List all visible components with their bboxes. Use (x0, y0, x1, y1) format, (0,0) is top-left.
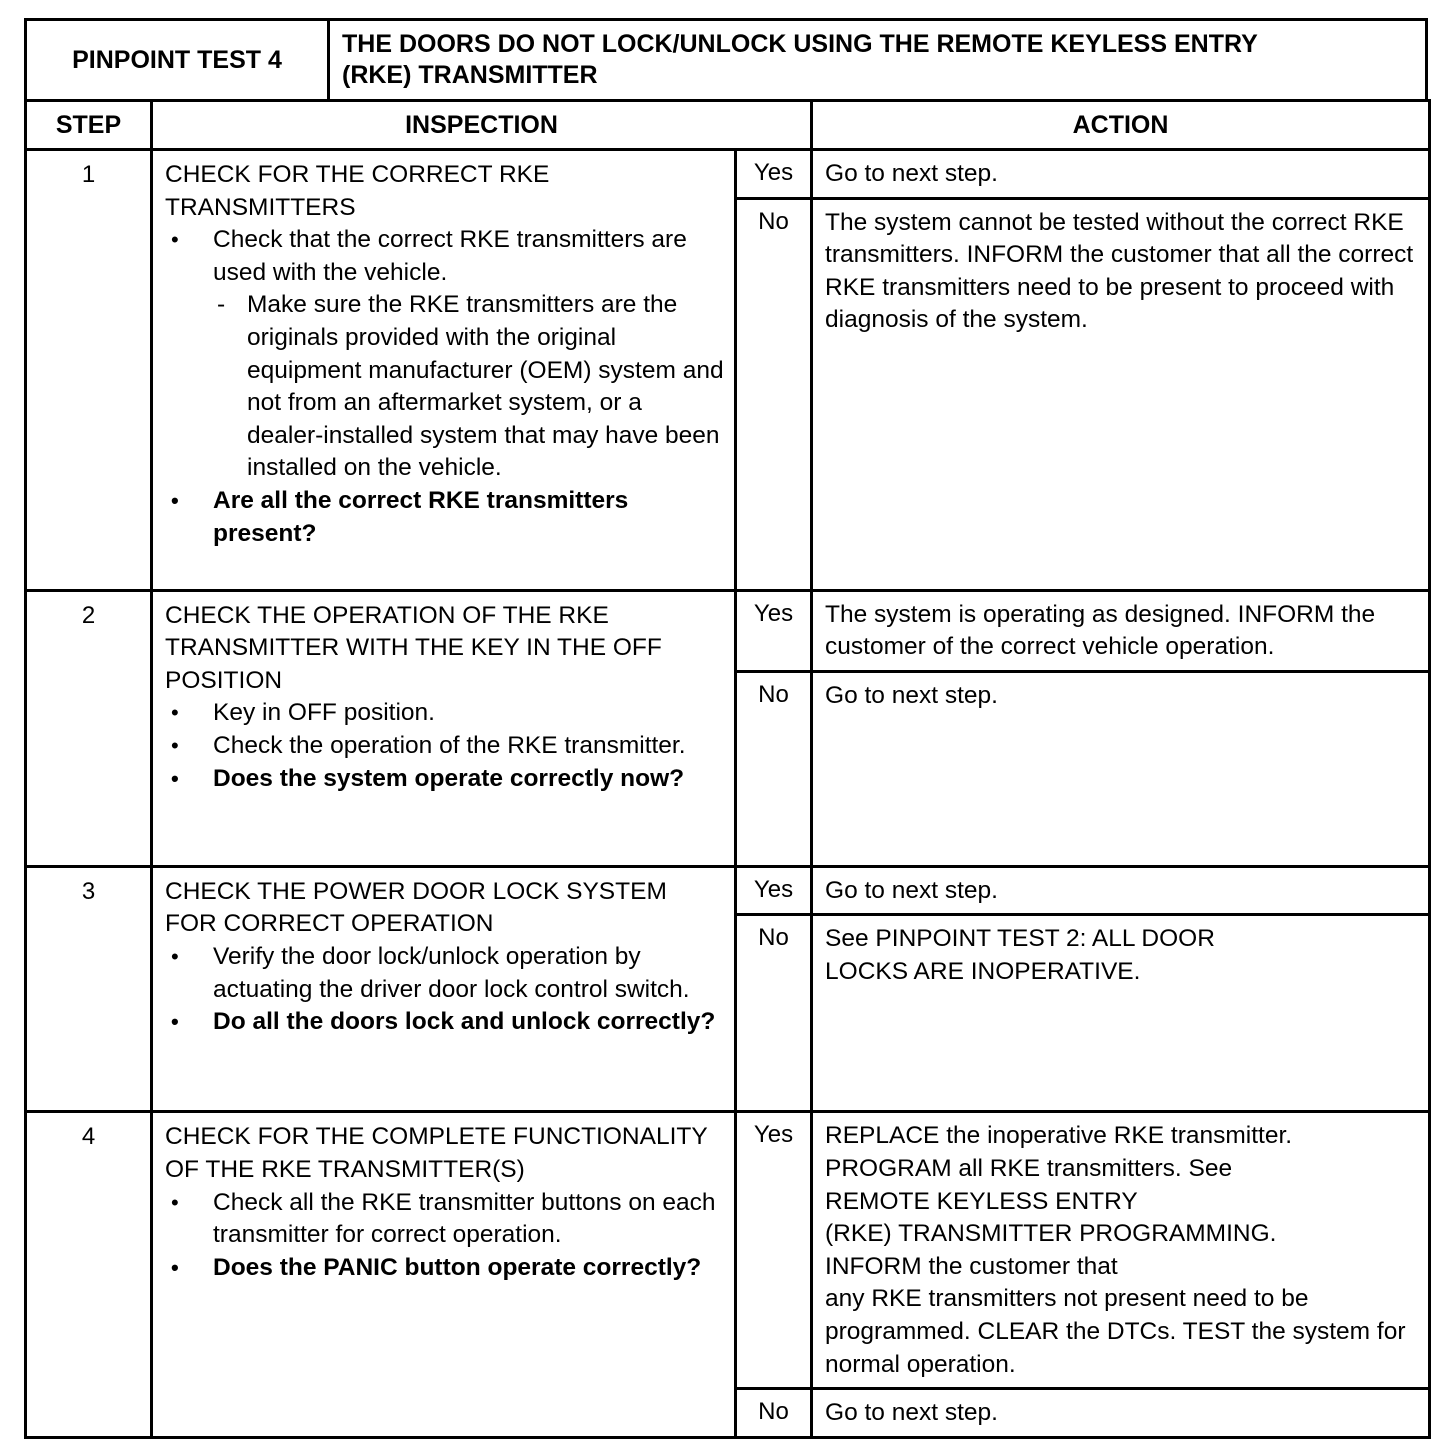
step-title: CHECK THE OPERATION OF THE RKE TRANSMITTER WITH THE KEY IN THE OFF POSITION (165, 601, 662, 694)
table-row (26, 590, 1430, 671)
test-title-line-1: THE DOORS DO NOT LOCK/UNLOCK USING THE REMOTE KEYLESS ENTRY (342, 30, 1258, 58)
yes-action: The system is operating as designed. INFORM the customer of the correct vehicle operation. (812, 590, 1430, 671)
inspection-question: • Are all the correct RKE transmitters present? (165, 485, 724, 550)
step-number: 2 (26, 590, 152, 866)
yes-label: Yes (736, 590, 812, 671)
column-header-step: STEP (26, 101, 152, 150)
no-label: No (736, 915, 812, 1112)
no-action: See PINPOINT TEST 2: ALL DOOR LOCKS ARE INOPERATIVE. (812, 915, 1430, 1112)
step-number: 1 (26, 150, 152, 591)
step-inspection (152, 150, 736, 591)
procedure-table (24, 99, 1431, 1439)
inspection-bullet: • Key in OFF position. (165, 697, 724, 730)
table-row (26, 866, 1430, 915)
column-header-action: ACTION (812, 101, 1430, 150)
yes-label: Yes (736, 866, 812, 915)
inspection-question: • Does the system operate correctly now? (165, 763, 724, 796)
column-header-inspection: INSPECTION (152, 101, 812, 150)
table-row (26, 1112, 1430, 1389)
no-action: The system cannot be tested without the correct RKE transmitters. INFORM the customer that all the correct RKE transmitters need to be present to proceed with diagnosis of the system. (812, 198, 1430, 590)
no-label: No (736, 198, 812, 590)
no-action: Go to next step. (812, 671, 1430, 866)
step-inspection (152, 590, 736, 866)
test-title-line-2: (RKE) TRANSMITTER (342, 61, 598, 89)
inspection-bullet: • Verify the door lock/unlock operation by actuating the driver door lock control switch. (165, 941, 724, 1006)
step-number: 4 (26, 1112, 152, 1437)
step-title: CHECK FOR THE COMPLETE FUNCTIONALITY OF THE RKE TRANSMITTER(S) (165, 1123, 708, 1183)
yes-label: Yes (736, 150, 812, 199)
yes-action: Go to next step. (812, 866, 1430, 915)
yes-label: Yes (736, 1112, 812, 1389)
step-number: 3 (26, 866, 152, 1112)
inspection-bullet: • Check all the RKE transmitter buttons on each transmitter for correct operation. (165, 1187, 724, 1252)
table-row (26, 150, 1430, 199)
step-inspection (152, 1112, 736, 1437)
column-header-row (26, 101, 1430, 150)
diagnostic-procedure-sheet (24, 18, 1428, 1439)
inspection-bullet: • Check that the correct RKE transmitters are used with the vehicle. - Make sure the RKE transmitters are the originals provided with the original equipment manufacturer (OEM) system and not from an aftermarket system, or a dealer-installed system that may have been installed on the vehicle. (165, 224, 724, 485)
no-action: Go to next step. (812, 1389, 1430, 1438)
pinpoint-test-header (24, 18, 1428, 102)
inspection-question: • Does the PANIC button operate correctly? (165, 1252, 724, 1285)
inspection-question: • Do all the doors lock and unlock correctly? (165, 1006, 724, 1039)
inspection-bullet: • Check the operation of the RKE transmitter. (165, 730, 724, 763)
yes-action: Go to next step. (812, 150, 1430, 199)
no-label: No (736, 671, 812, 866)
step-title: CHECK FOR THE CORRECT RKE TRANSMITTERS (165, 161, 550, 221)
inspection-sub-bullet: - Make sure the RKE transmitters are the originals provided with the original equipment manufacturer (OEM) system and not from an aftermarket system, or a dealer-installed system that may have been installed on the vehicle. (213, 289, 724, 485)
test-title (329, 20, 1427, 101)
step-inspection (152, 866, 736, 1112)
step-title: CHECK THE POWER DOOR LOCK SYSTEM FOR CORRECT OPERATION (165, 877, 667, 938)
no-label: No (736, 1389, 812, 1438)
test-id: PINPOINT TEST 4 (26, 20, 329, 101)
yes-action: REPLACE the inoperative RKE transmitter. PROGRAM all RKE transmitters. See REMOTE KEYLESS ENTRY (RKE) TRANSMITTER PROGRAMMING. INFORM the customer that any RKE transmitters not present need to be programmed. CLEAR the DTCs. TEST the system for normal operation. (812, 1112, 1430, 1389)
